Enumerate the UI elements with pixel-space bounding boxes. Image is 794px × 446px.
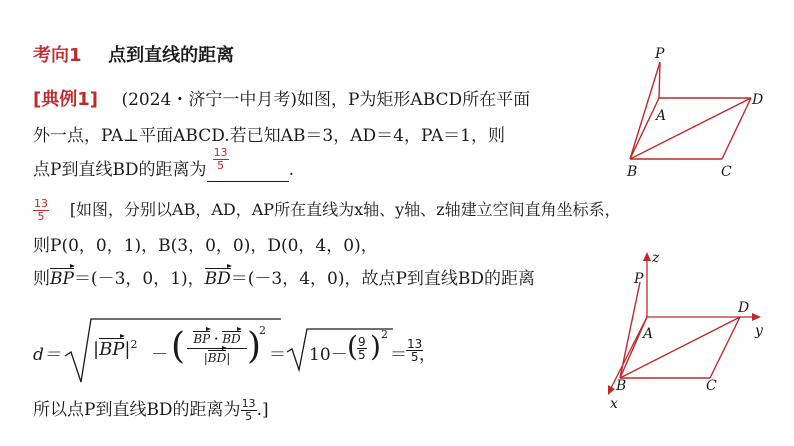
result-fraction: $\frac{13}{5}$ xyxy=(407,337,423,364)
vector-bp: BP xyxy=(50,269,74,289)
figure1-edges xyxy=(630,62,751,159)
label-A: A xyxy=(656,108,667,124)
edge2-BD xyxy=(620,317,740,378)
label-D: D xyxy=(752,92,764,108)
problem-text-3: 点P到直线BD的距离为 xyxy=(33,160,207,180)
label-C: C xyxy=(721,164,732,180)
label2-A: A xyxy=(643,326,654,342)
edge2-DC xyxy=(710,317,740,378)
label-P: P xyxy=(655,46,665,62)
label2-D: D xyxy=(738,300,750,316)
label2-P: P xyxy=(634,271,644,287)
label2-z: z xyxy=(652,250,660,266)
projection-fraction: BP・BD |BD| xyxy=(187,330,247,365)
edge-AB xyxy=(630,98,659,159)
vector-bd: BD xyxy=(204,269,231,289)
label2-x: x xyxy=(610,396,618,412)
edge-BD xyxy=(630,98,751,159)
final-fraction: $\frac{13}{5}$ xyxy=(241,397,256,423)
section-title: 点到直线的距离 xyxy=(108,45,235,66)
solution-line-5: 所以点P到直线BD的距离为 $\frac{13}{5}$ .] xyxy=(33,397,269,423)
norm-bp: $|BP|^2$ xyxy=(93,338,138,360)
nine-fifths: $\frac{9}{5}$ xyxy=(358,335,366,362)
problem-line-1 xyxy=(33,88,530,112)
figure-coordinate-system xyxy=(600,248,770,418)
example-tag: [典例1] xyxy=(33,89,98,110)
solution-answer-fraction: $\frac{13}{5}$ xyxy=(34,197,48,223)
label-B: B xyxy=(627,164,638,180)
solution-line-3: 则BP＝(－3，0，1)，BD＝(－3，4，0)，故点P到直线BD的距离 xyxy=(33,269,536,289)
problem-line-2 xyxy=(33,124,505,148)
arrow-z xyxy=(643,252,651,261)
solution-text-1: [如图，分别以AB，AD，AP所在直线为x轴、y轴、z轴建立空间直角坐标系， xyxy=(69,200,621,219)
distance-formula: d＝ $|BP|^2$ － ( BP・BD |BD| ) 2 ＝ 10－ ( $\frac{9}{5}$ ) 2 ＝ $\frac{13}{5}$ ， xyxy=(33,316,423,386)
solution-line-2 xyxy=(33,234,378,258)
edge-PA xyxy=(659,62,660,98)
arrow-y xyxy=(752,313,761,321)
edge-DC xyxy=(722,98,751,159)
problem-line-3: 点P到直线BD的距离为 $\frac{13}{5}$ . xyxy=(33,146,294,180)
problem-text-1: (2024・济宁一中月考)如图，P为矩形ABCD所在平面 xyxy=(121,90,531,110)
solution-line-1 xyxy=(33,198,621,223)
edge2-PB xyxy=(620,282,640,378)
formula-lhs: d＝ xyxy=(33,345,61,365)
solution-text-2: 则P(0，0，1)，B(3，0，0)，D(0，4，0)， xyxy=(33,236,378,256)
label2-C: C xyxy=(706,378,717,394)
figure-pyramid xyxy=(625,42,775,187)
label2-B: B xyxy=(616,378,627,394)
answer-blank xyxy=(207,146,289,182)
answer-fraction: $\frac{13}{5}$ xyxy=(213,146,228,172)
label2-y: y xyxy=(755,323,763,339)
section-heading xyxy=(33,44,234,68)
problem-text-2: 外一点，PA⊥平面ABCD.若已知AB＝3，AD＝4，PA＝1，则 xyxy=(33,126,505,146)
section-tag: 考向1 xyxy=(33,45,82,66)
